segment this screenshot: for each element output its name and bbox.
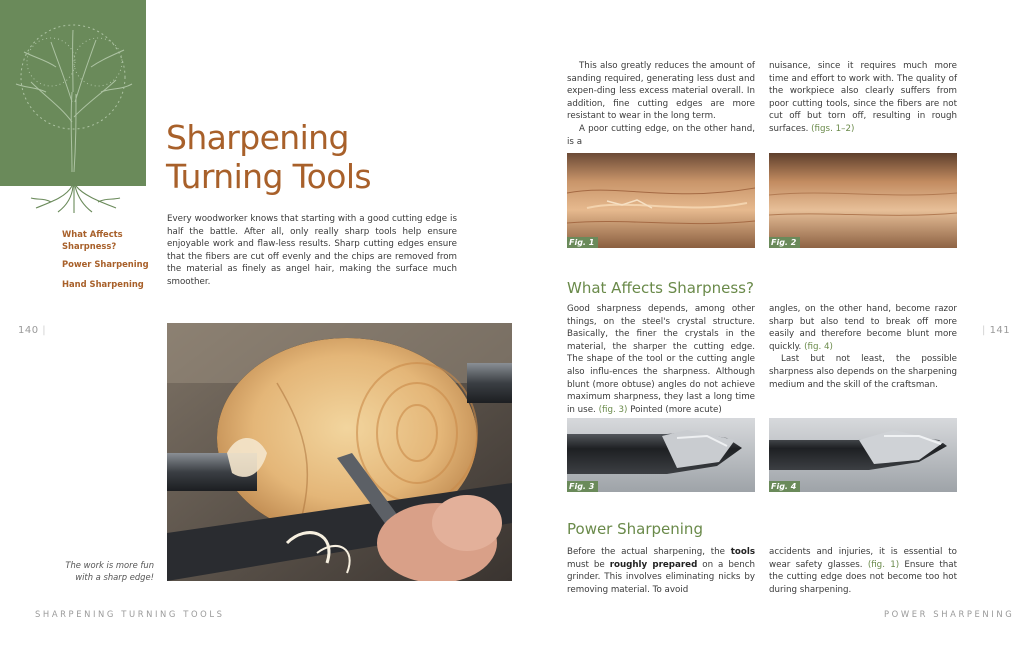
right-col2-paragraph-text: nuisance, since it requires much more time and effort to work with. The quality of the workpiece also clearly suffers from poor cutting tools, since the fibers are not cut off but torn off, resulting in rough surfaces. [769,61,957,134]
right-col2-top [769,60,957,136]
tree-illustration [6,22,140,214]
section2-col1 [567,546,755,596]
section1-col2-paragraph-2: Last but not least, the possible sharpness also depends on the sharpening medium and the skill of the craftsman. [769,354,957,390]
fig-3-photo [567,418,755,492]
fig-4-label: Fig. 4 [769,481,800,492]
caption-line-2: with a sharp edge! [75,572,154,582]
fig-3-reference: (fig. 3) [598,404,628,415]
fig-3-label: Fig. 3 [567,481,598,492]
section1-col1 [567,303,755,416]
running-footer-left: SHARPENING TURNING TOOLS [35,609,225,619]
running-footer-right: POWER SHARPENING [884,609,1015,619]
right-col1-paragraph-2: A poor cutting edge, on the other hand, is a [567,123,755,147]
section2-col1-text-c: must be [567,559,605,570]
section2-col2-text-b: Ensure that the cutting edge does not become too hot during sharpening. [769,559,957,595]
section1-col1-text: Good sharpness depends, among other things, on the steel's crystal structure. Basically, the finer the crystals in the material, the sharper the cutting edge. The shape of the tool or the cutting angle also influ-ences the sharpness. Although blunt (more obtuse) angles do not achieve maximum sharpness, they last a long time in use. [567,304,755,415]
bold-roughly-prepared: roughly prepared [609,559,698,570]
right-col1-top [567,60,755,148]
intro-paragraph: Every woodworker knows that starting with a good cutting edge is half the battle. After all, only really sharp tools help ensure enjoyable work and flaw-less results. Sharp cutting edges ensure that the fibers are cut off evenly and the chips are removed from the material as finely as angel hair, making the surface much smoother. [167,214,457,287]
page-number-left: 140 | [18,325,47,336]
fig-1-photo [567,153,755,248]
section2-col1-text-a: Before the actual sharpening, the [567,547,726,557]
page-number-right: | 141 [982,325,1011,336]
sidenav-item-power-sharpening[interactable]: Power Sharpening [62,259,149,269]
chapter-title [166,118,546,196]
section2-col2-text-a: accidents and injuries, it is essential to wear safety glasses. [769,547,957,570]
section2-col1-text-d: on a bench grinder. This involves eliminating nicks by removing material. To avoid [567,559,755,595]
page-number-left-value: 140 [18,325,39,336]
title-line-1: Sharpening [166,118,349,157]
heading-power-sharpening: Power Sharpening [567,520,703,538]
title-line-2: Turning Tools [166,157,371,196]
page-number-right-value: 141 [989,325,1011,336]
fig-2-label: Fig. 2 [769,237,800,248]
section1-col1-tail: Pointed (more acute) [630,404,722,415]
photo-caption [40,559,154,583]
fig-2-photo [769,153,957,248]
right-col1-paragraph-1: This also greatly reduces the amount of sanding required, generating less dust and expen-ding less excess material overall. In addition, fine cutting edges are more resistant to wear in the long term. [567,61,755,122]
fig-1-label: Fig. 1 [567,237,598,248]
sidenav-item-hand-sharpening[interactable]: Hand Sharpening [62,279,144,289]
fig-1-reference: (fig. 1) [867,559,900,570]
bold-tools: tools [730,547,755,557]
section1-col2 [769,303,957,391]
fig-4-photo [769,418,957,492]
section1-col2-text: angles, on the other hand, become razor sharp but also tend to break off more easily and therefore become blunt more quickly. [769,304,957,352]
figs-1-2-reference: (figs. 1–2) [811,123,855,134]
lathe-photo [167,323,512,581]
section2-col2 [769,546,957,596]
sidenav-item-what-affects[interactable]: What Affects Sharpness? [62,229,123,251]
caption-line-1: The work is more fun [65,560,154,570]
heading-what-affects-sharpness: What Affects Sharpness? [567,279,754,297]
fig-4-reference: (fig. 4) [804,341,833,352]
